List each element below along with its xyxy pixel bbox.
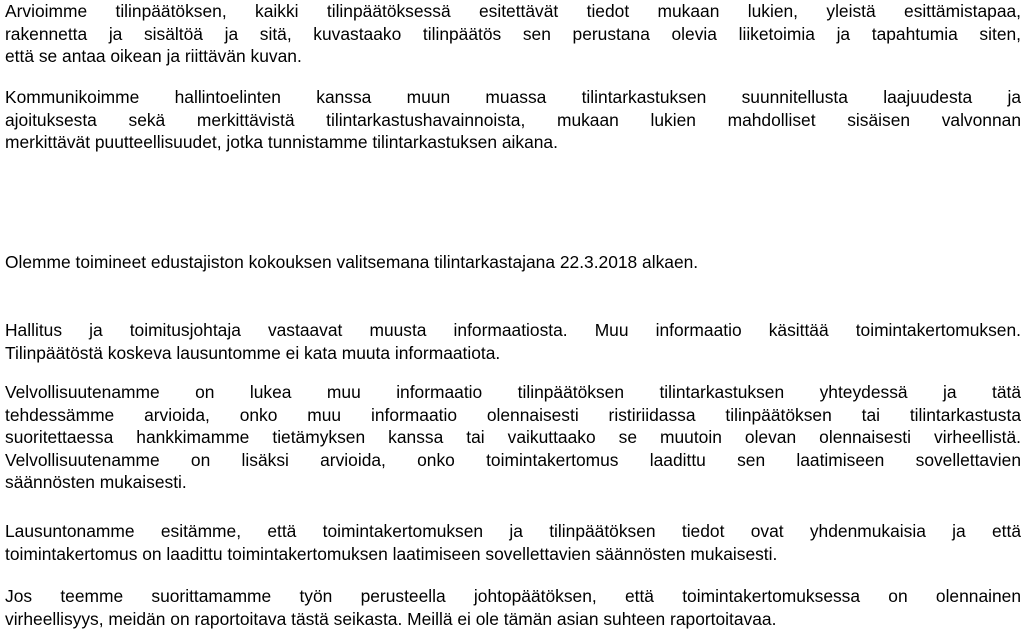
paragraph-opinion-consistency <box>5 520 1021 565</box>
paragraph-communication-governance <box>5 86 1021 154</box>
text-line: Velvollisuutenamme on lukea muu informaatio tilinpäätöksen tilintarkastuksen yhteydessä ja tätä <box>5 382 1021 402</box>
text-line: Jos teemme suorittamamme työn perusteella johtopäätöksen, että toimintakertomuksessa on olennainen <box>5 586 1021 606</box>
document-page <box>5 0 1021 632</box>
text-line: Kommunikoimme hallintoelinten kanssa muun muassa tilintarkastuksen suunnitellusta laajuudesta ja <box>5 87 1021 107</box>
text-line: suoritettaessa hankkimamme tietämyksen kanssa tai vaikuttaako se muutoin olevan olennaisesti virheellistä. <box>5 427 1021 447</box>
text-line: Lausuntonamme esitämme, että toimintakertomuksen ja tilinpäätöksen tiedot ovat yhdenmukaisia ja että <box>5 521 1021 541</box>
text-line: säännösten mukaisesti. <box>5 472 187 492</box>
text-line: Velvollisuutenamme on lisäksi arvioida, onko toimintakertomus laadittu sen laatimiseen sovellettavien <box>5 449 1021 470</box>
text-line: rakennetta ja sisältöä ja sitä, kuvastaako tilinpäätös sen perustana olevia liiketoimia ja tapahtumia siten, <box>5 23 1021 44</box>
text-line: Olemme toimineet edustajiston kokouksen valitsemana tilintarkastajana 22.3.2018 alkaen. <box>5 252 699 272</box>
paragraph-other-information-responsibility <box>5 319 1021 364</box>
paragraph-auditor-appointment <box>5 251 1021 274</box>
text-line: Tilinpäätöstä koskeva lausuntomme ei kata muuta informaatiota. <box>5 342 501 363</box>
text-line: tehdessämme arvioida, onko muu informaatio olennaisesti ristiriidassa tilinpäätöksen tai tilintarkastusta <box>5 404 1021 425</box>
text-line: merkittävät puutteellisuudet, jotka tunnistamme tilintarkastuksen aikana. <box>5 132 558 152</box>
text-line: Arvioimme tilinpäätöksen, kaikki tilinpäätöksessä esitettävät tiedot mukaan lukien, yleistä esittämistapaa, <box>5 1 1021 21</box>
text-line: ajoituksesta sekä merkittävistä tilintarkastushavainnoista, mukaan lukien mahdolliset sisäisen valvonnan <box>5 109 1021 130</box>
paragraph-misstatement-reporting <box>5 585 1021 630</box>
text-line: Hallitus ja toimitusjohtaja vastaavat muusta informaatiosta. Muu informaatio käsittää toimintakertomuksen. <box>5 320 1021 340</box>
paragraph-auditor-duty <box>5 381 1021 494</box>
text-line: virheellisyys, meidän on raportoitava tästä seikasta. Meillä ei ole tämän asian suhteen raportoitavaa. <box>5 608 777 629</box>
text-line: toimintakertomus on laadittu toimintakertomuksen laatimiseen sovellettavien säännösten mukaisesti. <box>5 543 778 564</box>
paragraph-financial-statement-evaluation <box>5 0 1021 68</box>
text-line: että se antaa oikean ja riittävän kuvan. <box>5 46 302 66</box>
